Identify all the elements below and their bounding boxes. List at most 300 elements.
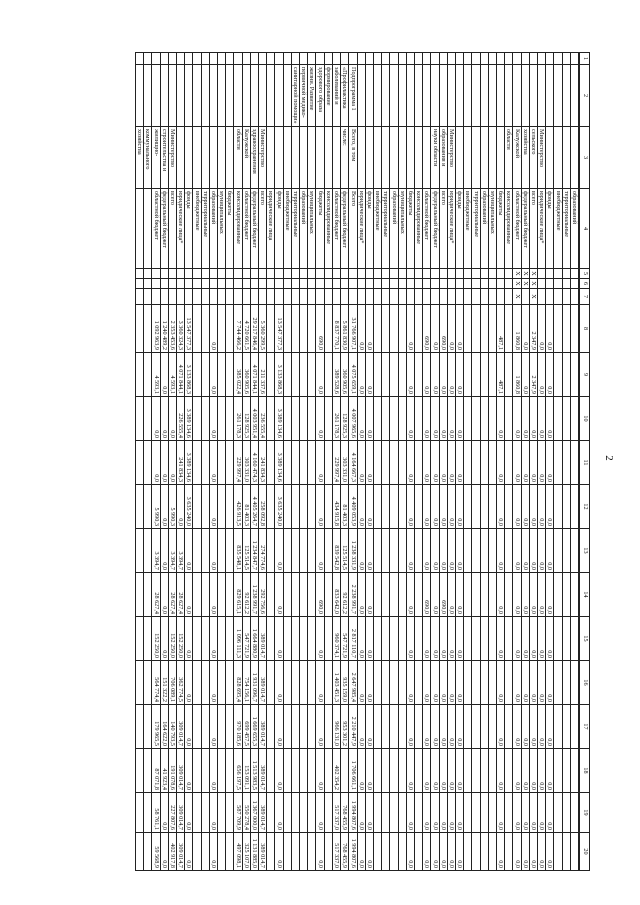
amount-cell — [570, 485, 578, 529]
amount-cell — [218, 833, 226, 871]
executor-cell — [201, 127, 209, 189]
executor-cell — [316, 127, 324, 189]
amount-cell: 41 923,4 — [160, 749, 168, 793]
amount-cell — [398, 529, 406, 573]
amount-cell — [464, 441, 472, 485]
row-number-cell — [242, 53, 250, 65]
amount-cell — [579, 529, 580, 573]
amount-cell — [136, 485, 144, 529]
table-row — [579, 53, 580, 871]
row-number-cell — [291, 53, 299, 65]
amount-cell — [562, 305, 570, 353]
funding-source-cell — [579, 189, 580, 269]
funding-source-cell: фонды — [275, 189, 283, 269]
amount-cell: 0,0 — [521, 353, 529, 397]
code-cell — [390, 269, 398, 279]
amount-cell: 0,0 — [209, 485, 217, 529]
amount-cell — [300, 617, 308, 661]
amount-cell — [505, 529, 513, 573]
code-cell — [144, 269, 152, 279]
funding-source-cell: образований — [390, 189, 398, 269]
code-cell — [480, 279, 488, 289]
amount-cell — [570, 749, 578, 793]
row-number-cell — [496, 53, 504, 65]
program-name-cell — [537, 65, 545, 127]
amount-cell: 4 593,1 — [152, 353, 160, 397]
amount-cell — [324, 573, 332, 617]
table-row — [414, 53, 422, 871]
row-number-cell — [390, 53, 398, 65]
amount-cell — [300, 833, 308, 871]
column-header: 18 — [580, 749, 590, 793]
amount-cell: 0,0 — [529, 573, 537, 617]
code-cell — [423, 289, 431, 305]
amount-cell: 389 014,7 — [259, 749, 267, 793]
code-cell — [201, 269, 209, 279]
amount-cell: 0,0 — [209, 705, 217, 749]
amount-cell: 0,0 — [439, 749, 447, 793]
amount-cell: 0,0 — [513, 485, 521, 529]
amount-cell: 0,0 — [439, 705, 447, 749]
table-row — [136, 53, 144, 871]
amount-cell: 0,0 — [447, 617, 455, 661]
amount-cell: 274 774,6 — [259, 529, 267, 573]
executor-cell — [218, 127, 226, 189]
amount-cell — [218, 441, 226, 485]
funding-source-cell: муниципальных — [488, 189, 496, 269]
amount-cell — [505, 793, 513, 833]
amount-cell — [554, 749, 562, 793]
code-cell — [464, 289, 472, 305]
code-cell — [332, 279, 340, 289]
amount-cell — [283, 661, 291, 705]
table-body — [136, 53, 580, 871]
amount-cell — [579, 705, 580, 749]
funding-source-cell: областной бюджет — [152, 189, 160, 269]
amount-cell: 0,0 — [406, 705, 414, 749]
table-row — [472, 53, 480, 871]
column-header: 9 — [580, 353, 590, 397]
amount-cell: 935 159,0 — [341, 661, 349, 705]
code-cell — [168, 289, 176, 305]
program-name-cell — [267, 65, 275, 127]
executor-cell: Министерство — [447, 127, 455, 189]
amount-cell: 0,0 — [521, 661, 529, 705]
amount-cell — [300, 661, 308, 705]
amount-cell — [398, 441, 406, 485]
amount-cell — [218, 617, 226, 661]
amount-cell — [398, 705, 406, 749]
amount-cell: 0,0 — [546, 485, 554, 529]
amount-cell — [226, 661, 234, 705]
amount-cell: 0,0 — [455, 305, 463, 353]
code-cell — [562, 289, 570, 305]
amount-cell — [283, 793, 291, 833]
code-cell — [447, 269, 455, 279]
amount-cell: 0,0 — [316, 833, 324, 871]
funding-source-cell: всего — [168, 189, 176, 269]
amount-cell — [398, 793, 406, 833]
amount-cell: 0,0 — [209, 529, 217, 573]
amount-cell — [136, 749, 144, 793]
amount-cell — [505, 705, 513, 749]
amount-cell — [136, 833, 144, 871]
amount-cell — [505, 397, 513, 441]
program-name-cell — [398, 65, 406, 127]
amount-cell — [226, 749, 234, 793]
row-number-cell — [300, 53, 308, 65]
amount-cell: 550 278,4 — [242, 793, 250, 833]
program-name-cell — [431, 65, 439, 127]
amount-cell — [291, 749, 299, 793]
page-number: 2 — [602, 455, 615, 461]
amount-cell — [291, 793, 299, 833]
code-cell — [373, 289, 381, 305]
amount-cell: 0,0 — [406, 661, 414, 705]
amount-cell — [373, 705, 381, 749]
amount-cell — [136, 305, 144, 353]
amount-cell — [390, 305, 398, 353]
amount-cell: 0,0 — [209, 441, 217, 485]
table-row — [291, 53, 299, 871]
code-cell: X — [529, 279, 537, 289]
amount-cell: 0,0 — [168, 441, 176, 485]
amount-cell — [267, 793, 275, 833]
amount-cell: 13 547 377,3 — [275, 305, 283, 353]
amount-cell: 389 014,7 — [259, 793, 267, 833]
amount-cell: 828 695,4 — [234, 661, 242, 705]
amount-cell — [414, 661, 422, 705]
amount-cell — [308, 573, 316, 617]
amount-cell: 0,0 — [513, 661, 521, 705]
amount-cell — [570, 617, 578, 661]
funding-source-cell: федеральный бюджет — [160, 189, 168, 269]
amount-cell — [308, 833, 316, 871]
amount-cell: 0,0 — [496, 397, 504, 441]
table-row — [259, 53, 267, 871]
table-row — [398, 53, 406, 871]
amount-cell: 0,0 — [365, 529, 373, 573]
amount-cell: 3 635 240,0 — [275, 485, 283, 529]
amount-cell — [283, 397, 291, 441]
amount-cell — [562, 705, 570, 749]
code-cell — [152, 279, 160, 289]
funding-source-cell: всего — [529, 189, 537, 269]
amount-cell: 4 003 951,4 — [250, 397, 258, 441]
code-cell — [349, 279, 357, 289]
amount-cell: 829 615,1 — [234, 573, 242, 617]
column-header: 6 — [580, 279, 590, 289]
code-cell — [472, 279, 480, 289]
amount-cell — [324, 617, 332, 661]
code-cell — [472, 269, 480, 279]
amount-cell — [201, 485, 209, 529]
executor-cell — [464, 127, 472, 189]
amount-cell: 0,0 — [431, 305, 439, 353]
row-number-cell — [283, 53, 291, 65]
code-cell — [357, 269, 365, 279]
amount-cell: 1 238 991,7 — [250, 573, 258, 617]
amount-cell — [267, 617, 275, 661]
amount-cell — [136, 353, 144, 397]
row-number-cell — [521, 53, 529, 65]
amount-cell: 768 455,9 — [341, 793, 349, 833]
row-number-cell — [480, 53, 488, 65]
program-name-cell — [218, 65, 226, 127]
amount-cell: 0,0 — [423, 617, 431, 661]
code-cell — [505, 289, 513, 305]
program-name-cell — [152, 65, 160, 127]
amount-cell — [464, 705, 472, 749]
amount-cell: 7 744 466,2 — [234, 305, 242, 353]
amount-cell: 389 014,7 — [259, 661, 267, 705]
amount-cell: 4 071 844,1 — [177, 353, 185, 397]
row-number-cell — [464, 53, 472, 65]
amount-cell: 0,0 — [160, 441, 168, 485]
table-row — [275, 53, 283, 871]
executor-cell — [300, 127, 308, 189]
amount-cell: 0,0 — [537, 617, 545, 661]
budget-table-sheet — [58, 52, 590, 868]
code-cell — [226, 289, 234, 305]
amount-cell: 0,0 — [455, 749, 463, 793]
amount-cell: 0,0 — [439, 353, 447, 397]
amount-cell: 2 238 991,7 — [349, 573, 357, 617]
amount-cell: 309 014,7 — [177, 793, 185, 833]
amount-cell — [554, 485, 562, 529]
amount-cell — [579, 661, 580, 705]
executor-cell: хозяйства — [521, 127, 529, 189]
code-cell — [546, 289, 554, 305]
amount-cell: 0,0 — [316, 749, 324, 793]
program-name-cell — [529, 65, 537, 127]
amount-cell: 0,0 — [423, 833, 431, 871]
funding-source-cell: федеральный бюджет — [431, 189, 439, 269]
code-cell — [234, 279, 242, 289]
table-row — [341, 53, 349, 871]
amount-cell — [570, 573, 578, 617]
code-cell — [218, 279, 226, 289]
program-name-cell: Подпрограмма 1 — [349, 65, 357, 127]
amount-cell — [283, 573, 291, 617]
amount-cell: 0,0 — [529, 441, 537, 485]
amount-cell — [373, 485, 381, 529]
amount-cell — [226, 485, 234, 529]
executor-cell — [406, 127, 414, 189]
amount-cell: 0,0 — [275, 573, 283, 617]
program-name-cell: заболеваний и — [332, 65, 340, 127]
amount-cell — [267, 749, 275, 793]
row-number-cell — [529, 53, 537, 65]
amount-cell: 0,0 — [537, 397, 545, 441]
amount-cell: 8 837 770,1 — [332, 305, 340, 353]
executor-cell — [283, 127, 291, 189]
amount-cell: 31 766 907,1 — [349, 305, 357, 353]
program-name-cell — [160, 65, 168, 127]
amount-cell — [390, 833, 398, 871]
amount-cell: 0,0 — [185, 705, 193, 749]
funding-source-cell: бюджеты — [496, 189, 504, 269]
amount-cell: 835 548,1 — [234, 529, 242, 573]
program-name-cell: формирование — [324, 65, 332, 127]
amount-cell — [193, 573, 201, 617]
code-cell — [341, 289, 349, 305]
amount-cell — [472, 749, 480, 793]
amount-cell — [398, 353, 406, 397]
code-cell — [267, 279, 275, 289]
code-cell — [209, 289, 217, 305]
column-header: 8 — [580, 305, 590, 353]
amount-cell — [382, 793, 390, 833]
amount-cell: 0,0 — [521, 441, 529, 485]
program-name-cell — [406, 65, 414, 127]
funding-source-cell: образований — [480, 189, 488, 269]
program-name-cell — [209, 65, 217, 127]
amount-cell: 656 197,5 — [234, 749, 242, 793]
amount-cell — [414, 833, 422, 871]
amount-cell — [414, 529, 422, 573]
amount-cell — [300, 749, 308, 793]
code-cell — [439, 289, 447, 305]
amount-cell: 0,0 — [357, 661, 365, 705]
amount-cell — [570, 305, 578, 353]
amount-cell: 211 337,6 — [259, 353, 267, 397]
amount-cell — [324, 397, 332, 441]
amount-cell — [144, 705, 152, 749]
funding-source-cell: территориальные — [562, 189, 570, 269]
amount-cell: 953 301,2 — [341, 705, 349, 749]
executor-cell — [496, 127, 504, 189]
amount-cell — [488, 749, 496, 793]
amount-cell — [373, 529, 381, 573]
amount-cell — [382, 485, 390, 529]
code-cell — [259, 279, 267, 289]
amount-cell: 0,0 — [185, 793, 193, 833]
code-cell — [332, 269, 340, 279]
funding-source-cell: фонды — [185, 189, 193, 269]
funding-source-cell: консолидированные — [414, 189, 422, 269]
amount-cell — [218, 705, 226, 749]
funding-source-cell: федеральный бюджет — [250, 189, 258, 269]
amount-cell — [554, 353, 562, 397]
amount-cell: 547 721,9 — [242, 617, 250, 661]
code-cell — [275, 289, 283, 305]
amount-cell — [291, 529, 299, 573]
amount-cell: 0,0 — [496, 705, 504, 749]
program-name-cell — [496, 65, 504, 127]
amount-cell: 1 994 807,6 — [349, 833, 357, 871]
row-number-cell — [201, 53, 209, 65]
row-number-cell — [324, 53, 332, 65]
executor-cell — [177, 127, 185, 189]
amount-cell — [193, 441, 201, 485]
amount-cell: 4 007 965,6 — [349, 397, 357, 441]
row-number-cell — [193, 53, 201, 65]
amount-cell — [390, 529, 398, 573]
amount-cell — [144, 793, 152, 833]
table-row — [349, 53, 357, 871]
executor-cell: хозяйства — [136, 127, 144, 189]
code-cell — [136, 279, 144, 289]
funding-source-cell — [136, 189, 144, 269]
table-row — [529, 53, 537, 871]
amount-cell — [193, 705, 201, 749]
amount-cell — [308, 749, 316, 793]
amount-cell: 0,0 — [209, 661, 217, 705]
funding-source-cell: областной бюджет — [423, 189, 431, 269]
executor-cell — [579, 127, 580, 189]
code-cell — [546, 269, 554, 279]
amount-cell — [579, 833, 580, 871]
executor-cell — [414, 127, 422, 189]
amount-cell — [283, 705, 291, 749]
row-number-cell — [472, 53, 480, 65]
table-row — [488, 53, 496, 871]
amount-cell: 0,0 — [431, 441, 439, 485]
amount-cell: 0,0 — [357, 529, 365, 573]
amount-cell — [398, 485, 406, 529]
code-cell — [570, 289, 578, 305]
column-header: 19 — [580, 793, 590, 833]
code-cell — [472, 289, 480, 305]
amount-cell — [291, 485, 299, 529]
executor-cell — [373, 127, 381, 189]
amount-cell: 4 720 661,5 — [242, 305, 250, 353]
amount-cell: 0,0 — [357, 749, 365, 793]
amount-cell — [414, 485, 422, 529]
amount-cell — [488, 441, 496, 485]
executor-cell: жилищно- — [152, 127, 160, 189]
program-name-cell — [414, 65, 422, 127]
code-cell — [283, 289, 291, 305]
table-row — [193, 53, 201, 871]
executor-cell — [185, 127, 193, 189]
code-cell — [365, 269, 373, 279]
amount-cell — [488, 705, 496, 749]
amount-cell: 0,0 — [431, 661, 439, 705]
amount-cell — [218, 397, 226, 441]
amount-cell: 0,0 — [365, 573, 373, 617]
amount-cell — [283, 749, 291, 793]
amount-cell — [562, 661, 570, 705]
amount-cell: 0,0 — [455, 397, 463, 441]
budget-allocation-table — [135, 52, 590, 871]
amount-cell — [570, 705, 578, 749]
amount-cell — [505, 617, 513, 661]
amount-cell — [193, 617, 201, 661]
amount-cell: 0,0 — [513, 397, 521, 441]
amount-cell — [218, 793, 226, 833]
amount-cell: 0,0 — [455, 573, 463, 617]
amount-cell: 4 071 844,1 — [250, 353, 258, 397]
amount-cell — [193, 661, 201, 705]
funding-source-cell: областной бюджет — [332, 189, 340, 269]
amount-cell: 0,0 — [431, 617, 439, 661]
amount-cell — [291, 305, 299, 353]
amount-cell: 0,0 — [209, 305, 217, 353]
table-row — [316, 53, 324, 871]
amount-cell: 1 238 331,9 — [349, 529, 357, 573]
amount-cell: 497 098,1 — [234, 833, 242, 871]
amount-cell — [308, 617, 316, 661]
amount-cell — [472, 617, 480, 661]
code-cell — [455, 269, 463, 279]
table-row — [455, 53, 463, 871]
code-cell — [373, 269, 381, 279]
amount-cell — [136, 705, 144, 749]
code-cell — [242, 289, 250, 305]
code-cell — [193, 289, 201, 305]
